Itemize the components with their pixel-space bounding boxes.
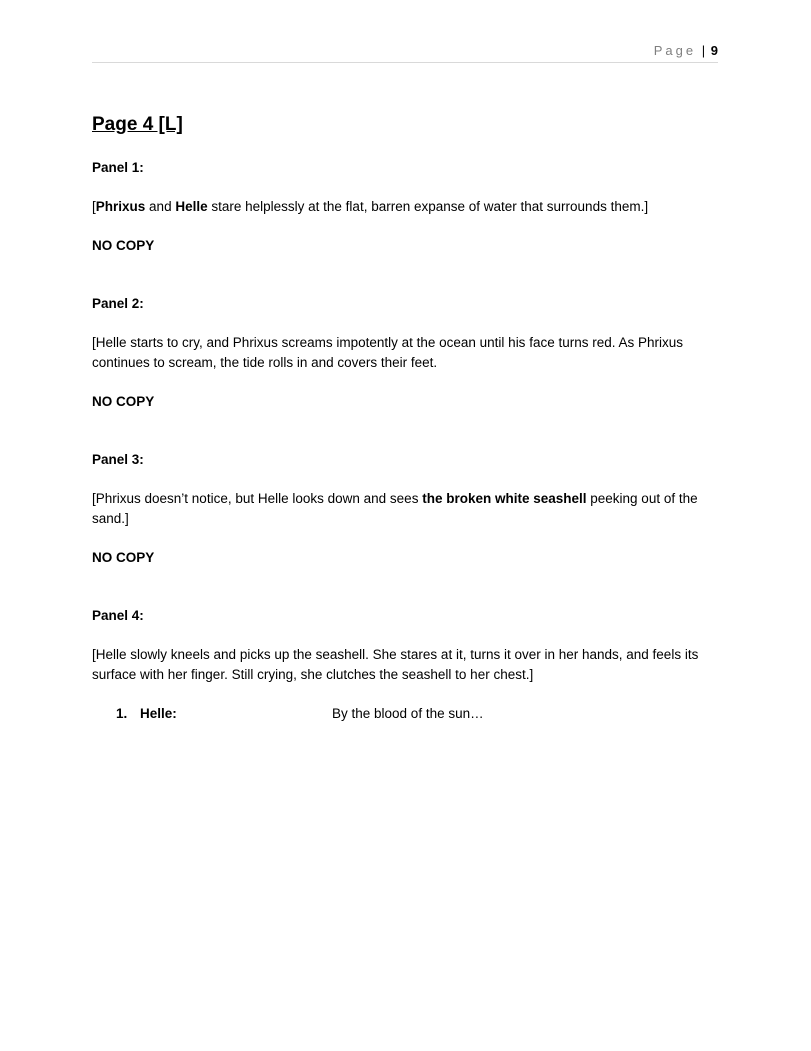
page-header	[92, 40, 718, 63]
text-run: [Phrixus doesn’t notice, but Helle looks down and sees	[92, 491, 423, 506]
dialogue-number-text: 1.	[116, 706, 128, 721]
dialogue-text: By the blood of the sun…	[332, 706, 484, 721]
bold-run: Phrixus	[95, 199, 146, 214]
panel-heading: Panel 1:	[92, 160, 144, 175]
panel-section	[92, 450, 712, 568]
panel-heading: Panel 4:	[92, 608, 144, 623]
bold-run: the broken white seashell	[422, 491, 587, 506]
header-page-label: Page	[653, 43, 697, 58]
panel-description	[92, 333, 712, 373]
panel-heading: Panel 3:	[92, 452, 144, 467]
text-run: [Helle starts to cry, and Phrixus screams impotently at the ocean until his face turns red. As Phrixus continues to scream, the tide rolls in and covers their feet.	[92, 335, 684, 370]
panel-section	[92, 606, 712, 724]
text-run: [	[92, 199, 96, 214]
panel-description	[92, 645, 712, 685]
text-run: peeking out of the sand.]	[92, 491, 698, 526]
dialogue-line	[92, 704, 712, 724]
panel-copy-note: NO COPY	[92, 550, 155, 565]
text-run: and	[145, 199, 176, 214]
text-run: stare helplessly at the flat, barren expanse of water that surrounds them.]	[207, 199, 649, 214]
dialogue-number	[92, 704, 140, 724]
header-page-number: 9	[710, 43, 718, 58]
panel-description	[92, 489, 712, 529]
text-run: [Helle slowly kneels and picks up the seashell. She stares at it, turns it over in her hands, and feels its surface with her finger. Still crying, she clutches the seashell to her chest.]	[92, 647, 699, 682]
panel-section	[92, 158, 712, 256]
panel-description	[92, 197, 712, 217]
panel-section	[92, 294, 712, 412]
panel-heading: Panel 2:	[92, 296, 144, 311]
header-separator: |	[701, 43, 706, 58]
page-title: Page 4 [L]	[92, 114, 183, 135]
dialogue-speaker: Helle:	[140, 706, 177, 721]
script-content	[92, 108, 712, 724]
panel-list	[92, 158, 712, 724]
panel-copy-note: NO COPY	[92, 394, 155, 409]
panel-copy-note: NO COPY	[92, 238, 155, 253]
bold-run: Helle	[175, 199, 208, 214]
